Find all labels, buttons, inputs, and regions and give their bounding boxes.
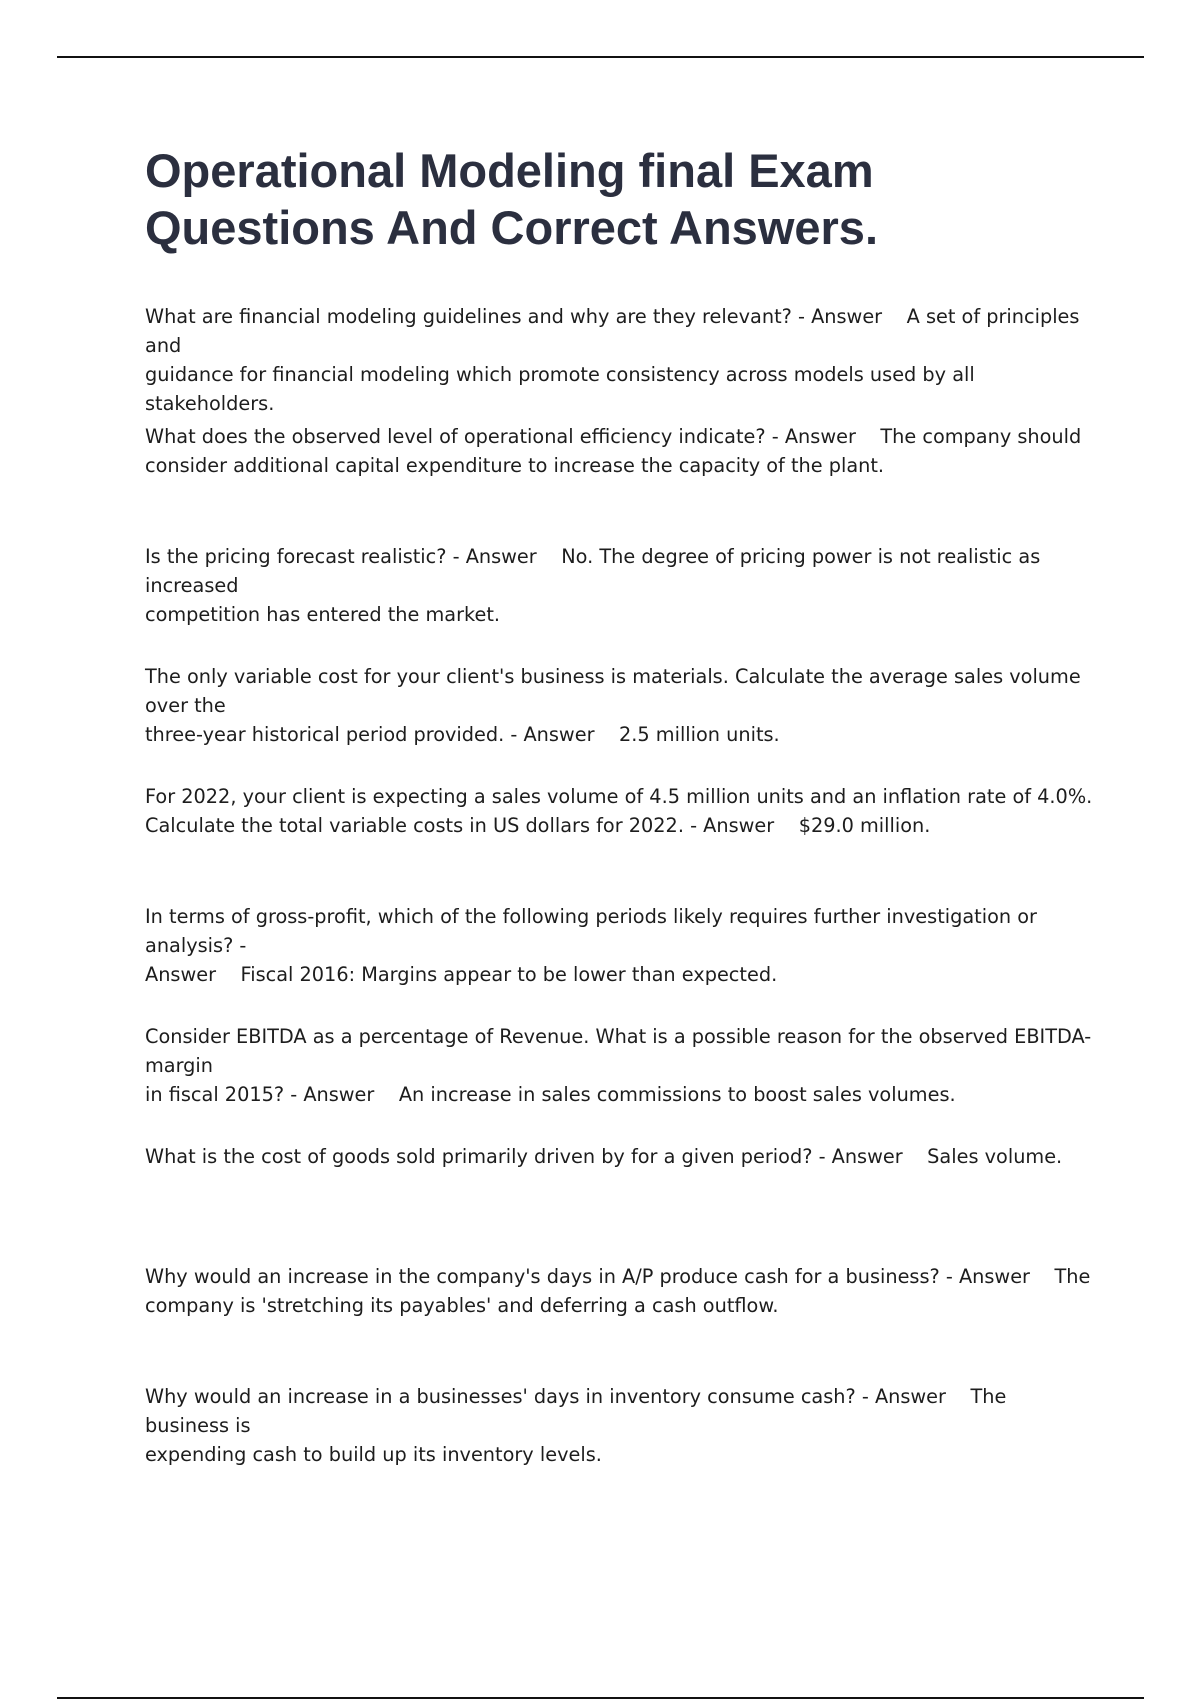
qa-line-2: competition has entered the market. [145,603,501,626]
page-title [145,142,1095,256]
qa-line-2: consider additional capital expenditure to increase the capacity of the plant. [145,454,885,477]
qa-line-1: Why would an increase in a businesses' days in inventory consume cash? - Answer The business is [145,1385,1013,1437]
qa-item-1 [145,302,1095,415]
bottom-rule [57,1697,1144,1699]
qa-line-1: Is the pricing forecast realistic? - Answer No. The degree of pricing power is not realistic as increased [145,545,1047,597]
qa-list [145,302,1095,1472]
title-line-1: Operational Modeling final Exam [145,144,874,197]
qa-item-8 [145,1142,1095,1232]
qa-item-2 [145,422,1095,512]
qa-line-1: What does the observed level of operational efficiency indicate? - Answer The company should [145,425,1082,448]
qa-item-4 [145,662,1095,752]
qa-line-2: Answer Fiscal 2016: Margins appear to be lower than expected. [145,963,778,986]
qa-line-2: in fiscal 2015? - Answer An increase in sales commissions to boost sales volumes. [145,1083,956,1106]
qa-item-7 [145,1022,1095,1112]
qa-line-1: The only variable cost for your client's business is materials. Calculate the average sales volume over the [145,665,1087,717]
qa-line-1: Why would an increase in the company's days in A/P produce cash for a business? - Answer The [145,1265,1091,1288]
qa-line-2: three-year historical period provided. - Answer 2.5 million units. [145,723,780,746]
qa-line-2: Calculate the total variable costs in US dollars for 2022. - Answer $29.0 million. [145,814,931,837]
top-rule [57,56,1144,58]
qa-line-2: company is 'stretching its payables' and deferring a cash outflow. [145,1294,779,1317]
qa-item-3 [145,542,1095,632]
qa-line-1: For 2022, your client is expecting a sales volume of 4.5 million units and an inflation rate of 4.0%. [145,785,1093,808]
qa-line-1: What is the cost of goods sold primarily driven by for a given period? - Answer Sales volume. [145,1145,1063,1168]
qa-item-6 [145,902,1095,992]
qa-line-2: guidance for financial modeling which promote consistency across models used by all stakeholders. [145,363,981,415]
qa-line-1: Consider EBITDA as a percentage of Revenue. What is a possible reason for the observed EBITDA-margin [145,1025,1092,1077]
title-line-2: Questions And Correct Answers. [145,201,878,254]
qa-line-2: expending cash to build up its inventory levels. [145,1443,602,1466]
qa-line-1: What are financial modeling guidelines and why are they relevant? - Answer A set of principles and [145,305,1086,357]
document-content [145,142,1095,1502]
qa-item-10 [145,1382,1095,1472]
qa-item-5 [145,782,1095,872]
qa-line-1: In terms of gross-profit, which of the following periods likely requires further investigation or analysis? - [145,905,1044,957]
qa-item-9 [145,1262,1095,1352]
